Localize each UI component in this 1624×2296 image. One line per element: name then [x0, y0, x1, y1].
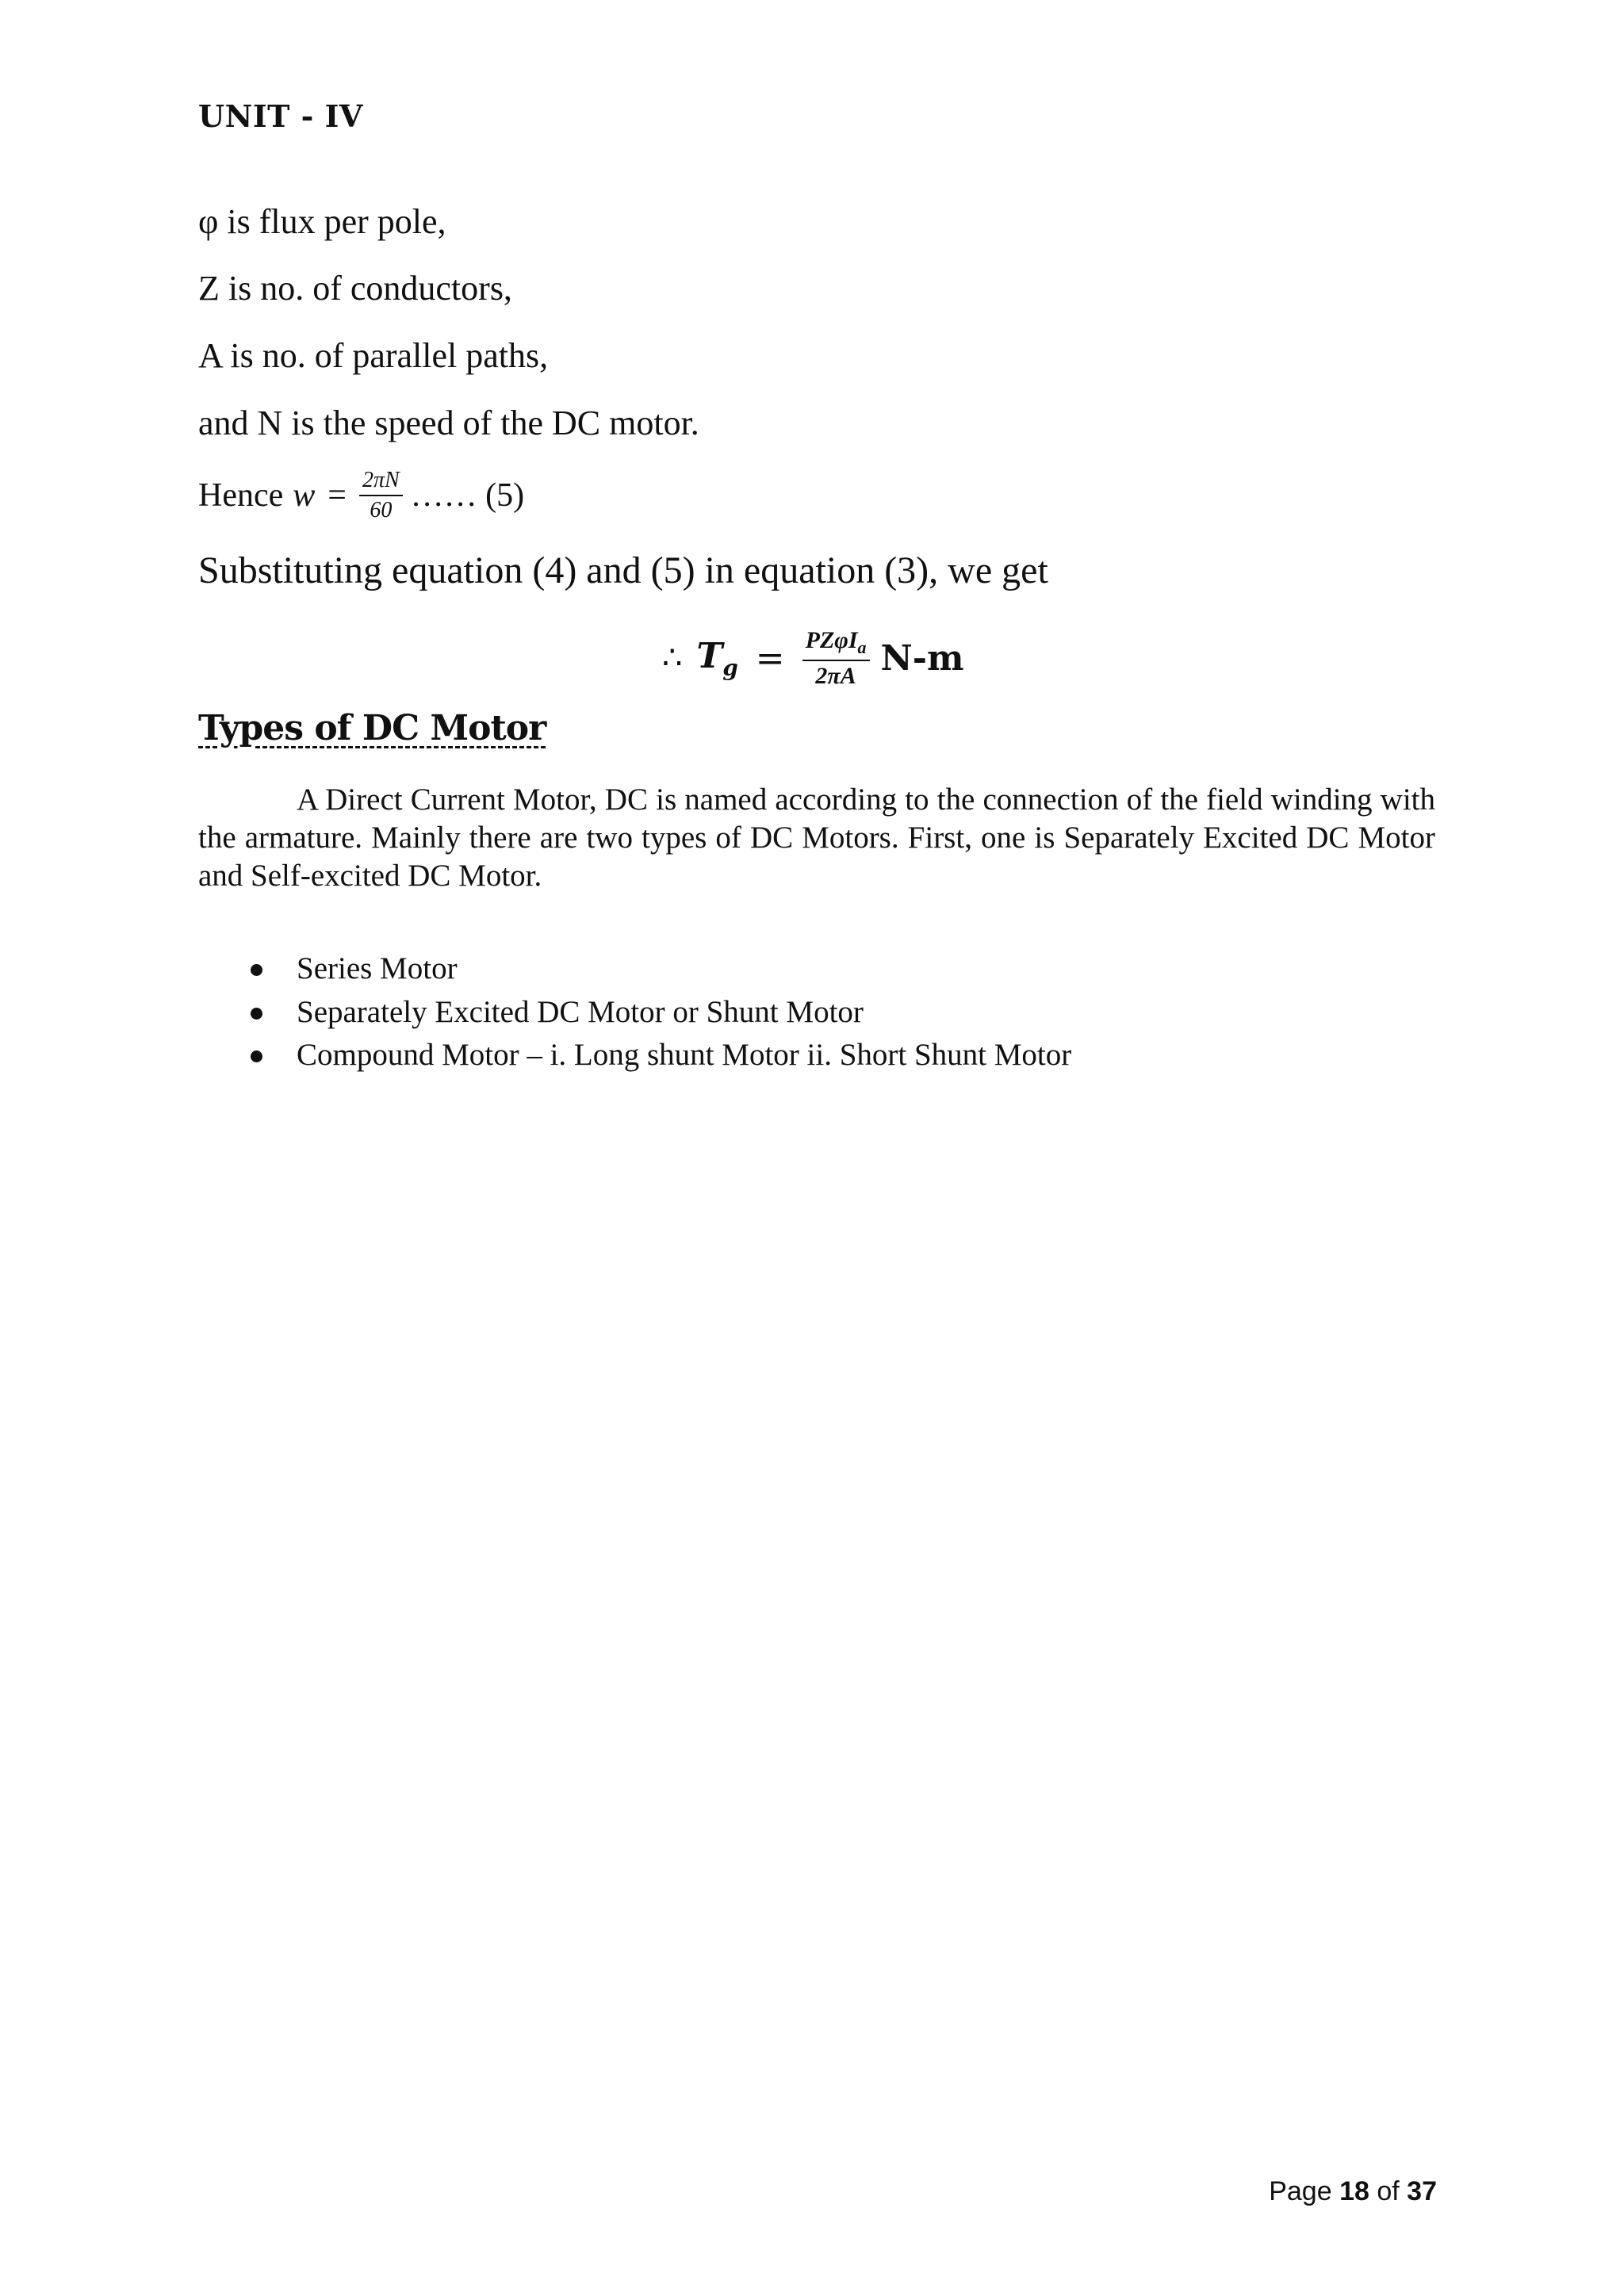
bullet-icon [251, 1008, 262, 1020]
omega-fraction [359, 468, 403, 523]
definition-parallel-paths: A is no. of parallel paths, [198, 336, 549, 375]
omega-numerator: 2πN [359, 468, 403, 496]
unit-header: UNIT - IV [198, 98, 363, 134]
equation-number-5: …… (5) [410, 477, 525, 514]
bullet-icon [251, 964, 262, 976]
omega-denominator: 60 [370, 498, 393, 522]
therefore-symbol: ∴ [662, 640, 683, 676]
list-item [198, 991, 1071, 1035]
torque-formula [662, 618, 964, 698]
bullet-icon [251, 1050, 262, 1062]
hence-variable: w [293, 477, 316, 514]
definition-speed: and N is the speed of the DC motor. [198, 404, 699, 442]
total-pages-number: 37 [1407, 2176, 1437, 2206]
definition-conductors: Z is no. of conductors, [198, 269, 512, 308]
list-item [198, 1034, 1071, 1077]
torque-unit: N-m [880, 637, 964, 679]
list-item-text: Separately Excited DC Motor or Shunt Motor [297, 994, 864, 1029]
definition-flux: φ is flux per pole, [198, 202, 446, 241]
current-page-number: 18 [1339, 2176, 1369, 2206]
torque-fraction [802, 627, 870, 690]
hence-prefix: Hence [198, 477, 284, 514]
page-label: Page [1269, 2176, 1332, 2206]
page-footer [1269, 2176, 1437, 2207]
list-item-text: Compound Motor – i. Long shunt Motor ii. Short Shunt Motor [297, 1038, 1072, 1072]
motor-types-list [198, 947, 1071, 1077]
of-label: of [1377, 2176, 1400, 2206]
list-item [198, 947, 1071, 991]
hence-equals: = [327, 477, 347, 514]
torque-subscript: g [722, 654, 738, 681]
torque-numerator-main: PZφI [805, 626, 858, 653]
torque-symbol [696, 636, 737, 681]
list-item-text: Series Motor [297, 951, 458, 985]
torque-numerator [802, 627, 870, 661]
torque-numerator-subscript: a [857, 637, 867, 657]
hence-equation [198, 464, 524, 527]
formula-equals: = [755, 637, 785, 679]
torque-denominator: 2πA [815, 662, 856, 689]
substituting-text: Substituting equation (4) and (5) in equation (3), we get [198, 549, 1048, 591]
section-paragraph: A Direct Current Motor, DC is named according to the connection of the field winding with the armature. Mainly there are two types of DC Motors. First, one is Separately Excited DC Motor and Self-excited DC Motor. [198, 783, 1435, 893]
torque-letter: T [696, 635, 723, 676]
section-heading: Types of DC Motor [198, 708, 546, 748]
